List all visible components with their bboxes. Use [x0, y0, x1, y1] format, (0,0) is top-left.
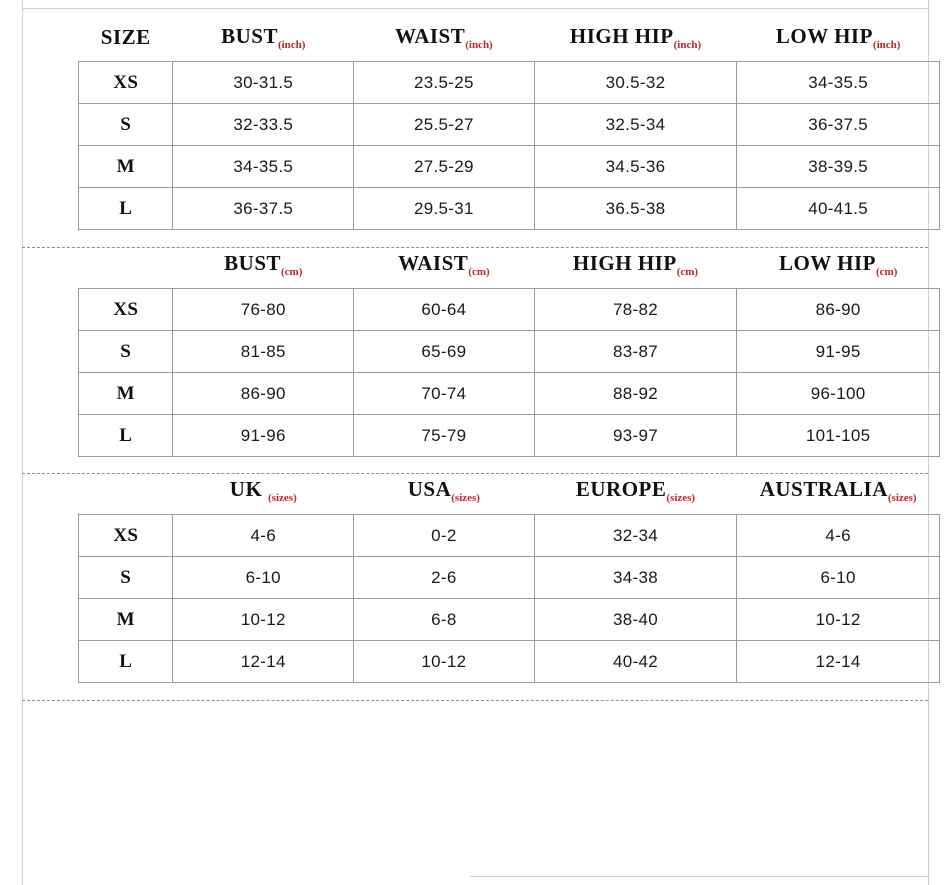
- table-row: [79, 557, 940, 599]
- measurement-cell: 75-79: [354, 415, 535, 457]
- column-header-europe-unit: (sizes): [666, 492, 696, 505]
- measurement-cell: 91-96: [173, 415, 354, 457]
- measurement-cell: 96-100: [737, 373, 940, 415]
- measurement-cell: 76-80: [173, 289, 354, 331]
- table-row: [79, 515, 940, 557]
- measurement-cell: 81-85: [173, 331, 354, 373]
- size-label-cell: M: [79, 599, 173, 641]
- section-divider-3: [22, 700, 928, 701]
- measurement-cell: 40-41.5: [737, 188, 940, 230]
- measurement-cell: 23.5-25: [354, 62, 535, 104]
- measurement-cell: 36-37.5: [737, 104, 940, 146]
- column-header-waist-cm-unit: (cm): [468, 266, 490, 279]
- size-label-cell: L: [79, 415, 173, 457]
- column-header-australia: [737, 471, 940, 515]
- size-label-cell: S: [79, 557, 173, 599]
- measurement-cell: 32.5-34: [534, 104, 737, 146]
- measurement-cell: 78-82: [534, 289, 737, 331]
- column-header-bust-cm-unit: (cm): [281, 266, 303, 279]
- measurement-cell: 60-64: [354, 289, 535, 331]
- measurement-cell: 12-14: [173, 641, 354, 683]
- measurement-cell: 30-31.5: [173, 62, 354, 104]
- measurement-cell: 29.5-31: [354, 188, 535, 230]
- measurement-cell: 91-95: [737, 331, 940, 373]
- table-row: [79, 599, 940, 641]
- measurement-cell: 2-6: [354, 557, 535, 599]
- table-header-row: [79, 471, 940, 515]
- table-row: [79, 641, 940, 683]
- column-header-high-hip-inch: [534, 18, 737, 62]
- size-label-cell: S: [79, 104, 173, 146]
- column-header-waist-inch-unit: (inch): [465, 39, 493, 52]
- size-label-cell: XS: [79, 289, 173, 331]
- measurement-cell: 10-12: [737, 599, 940, 641]
- measurement-cell: 0-2: [354, 515, 535, 557]
- table-row: [79, 188, 940, 230]
- measurement-cell: 86-90: [737, 289, 940, 331]
- column-header-usa-unit: (sizes): [451, 492, 480, 505]
- measurement-cell: 27.5-29: [354, 146, 535, 188]
- measurement-cell: 34-35.5: [737, 62, 940, 104]
- size-table-imperial-block: [22, 18, 928, 230]
- measurement-cell: 6-10: [737, 557, 940, 599]
- measurement-cell: 65-69: [354, 331, 535, 373]
- bottom-rule: [470, 876, 928, 877]
- measurement-cell: 4-6: [173, 515, 354, 557]
- page-frame-top-line: [22, 8, 928, 9]
- measurement-cell: 12-14: [737, 641, 940, 683]
- measurement-cell: 4-6: [737, 515, 940, 557]
- measurement-cell: 30.5-32: [534, 62, 737, 104]
- measurement-cell: 32-34: [534, 515, 737, 557]
- measurement-cell: 34-35.5: [173, 146, 354, 188]
- table-header-row: [79, 18, 940, 62]
- size-label-cell: XS: [79, 515, 173, 557]
- column-header-low-hip-inch-unit: (inch): [872, 39, 901, 52]
- table-row: [79, 289, 940, 331]
- table-row: [79, 62, 940, 104]
- column-header-low-hip-cm-label: LOW HIP: [778, 251, 876, 275]
- column-header-europe-label: EUROPE: [575, 477, 667, 501]
- table-row: [79, 415, 940, 457]
- column-header-europe: [534, 471, 737, 515]
- column-header-waist-inch-label: WAIST: [395, 24, 466, 48]
- column-header-size: [79, 18, 173, 62]
- column-header-bust-inch: [173, 18, 354, 62]
- column-header-uk-unit: (sizes): [268, 492, 297, 505]
- size-label-cell: L: [79, 641, 173, 683]
- size-table-metric: [78, 245, 940, 457]
- table-row: [79, 104, 940, 146]
- column-header-waist-cm: [354, 245, 535, 289]
- measurement-cell: 70-74: [354, 373, 535, 415]
- column-header-waist-cm-label: WAIST: [398, 251, 469, 275]
- column-header-uk: [173, 471, 354, 515]
- measurement-cell: 88-92: [534, 373, 737, 415]
- size-table-regional: [78, 471, 940, 683]
- column-header-high-hip-inch-label: HIGH HIP: [569, 24, 674, 48]
- measurement-cell: 36-37.5: [173, 188, 354, 230]
- column-header-high-hip-cm-unit: (cm): [676, 266, 699, 279]
- measurement-cell: 38-40: [534, 599, 737, 641]
- size-label-cell: L: [79, 188, 173, 230]
- column-header-low-hip-cm-unit: (cm): [875, 266, 898, 279]
- size-table-imperial: [78, 18, 940, 230]
- measurement-cell: 6-8: [354, 599, 535, 641]
- size-label-cell: M: [79, 146, 173, 188]
- table-row: [79, 146, 940, 188]
- table-row: [79, 331, 940, 373]
- column-header-bust-inch-unit: (inch): [277, 39, 306, 52]
- measurement-cell: 25.5-27: [354, 104, 535, 146]
- column-header-usa-label: USA: [407, 477, 452, 501]
- measurement-cell: 40-42: [534, 641, 737, 683]
- column-header-low-hip-cm: [737, 245, 940, 289]
- measurement-cell: 36.5-38: [534, 188, 737, 230]
- measurement-cell: 83-87: [534, 331, 737, 373]
- column-header-usa: [354, 471, 535, 515]
- measurement-cell: 32-33.5: [173, 104, 354, 146]
- measurement-cell: 34-38: [534, 557, 737, 599]
- table-row: [79, 373, 940, 415]
- measurement-cell: 38-39.5: [737, 146, 940, 188]
- column-header-high-hip-cm: [534, 245, 737, 289]
- column-header-low-hip-inch: [737, 18, 940, 62]
- column-header-low-hip-inch-label: LOW HIP: [775, 24, 873, 48]
- column-header-australia-label: AUSTRALIA: [759, 477, 888, 501]
- measurement-cell: 86-90: [173, 373, 354, 415]
- measurement-cell: 101-105: [737, 415, 940, 457]
- size-table-metric-block: [22, 245, 928, 457]
- size-table-regional-block: [22, 471, 928, 683]
- column-header-bust-cm-label: BUST: [224, 251, 282, 275]
- measurement-cell: 34.5-36: [534, 146, 737, 188]
- measurement-cell: 6-10: [173, 557, 354, 599]
- column-header-high-hip-cm-label: HIGH HIP: [572, 251, 677, 275]
- column-header-size-label: SIZE: [100, 25, 151, 50]
- column-header-bust-cm: [173, 245, 354, 289]
- column-header-blank: [79, 245, 173, 289]
- measurement-cell: 93-97: [534, 415, 737, 457]
- column-header-bust-inch-label: BUST: [221, 24, 278, 48]
- size-label-cell: S: [79, 331, 173, 373]
- column-header-waist-inch: [354, 18, 535, 62]
- size-label-cell: XS: [79, 62, 173, 104]
- measurement-cell: 10-12: [173, 599, 354, 641]
- column-header-uk-label: UK: [229, 477, 269, 501]
- column-header-high-hip-inch-unit: (inch): [673, 39, 702, 52]
- column-header-australia-unit: (sizes): [887, 492, 917, 505]
- table-header-row: [79, 245, 940, 289]
- measurement-cell: 10-12: [354, 641, 535, 683]
- size-label-cell: M: [79, 373, 173, 415]
- column-header-blank: [79, 471, 173, 515]
